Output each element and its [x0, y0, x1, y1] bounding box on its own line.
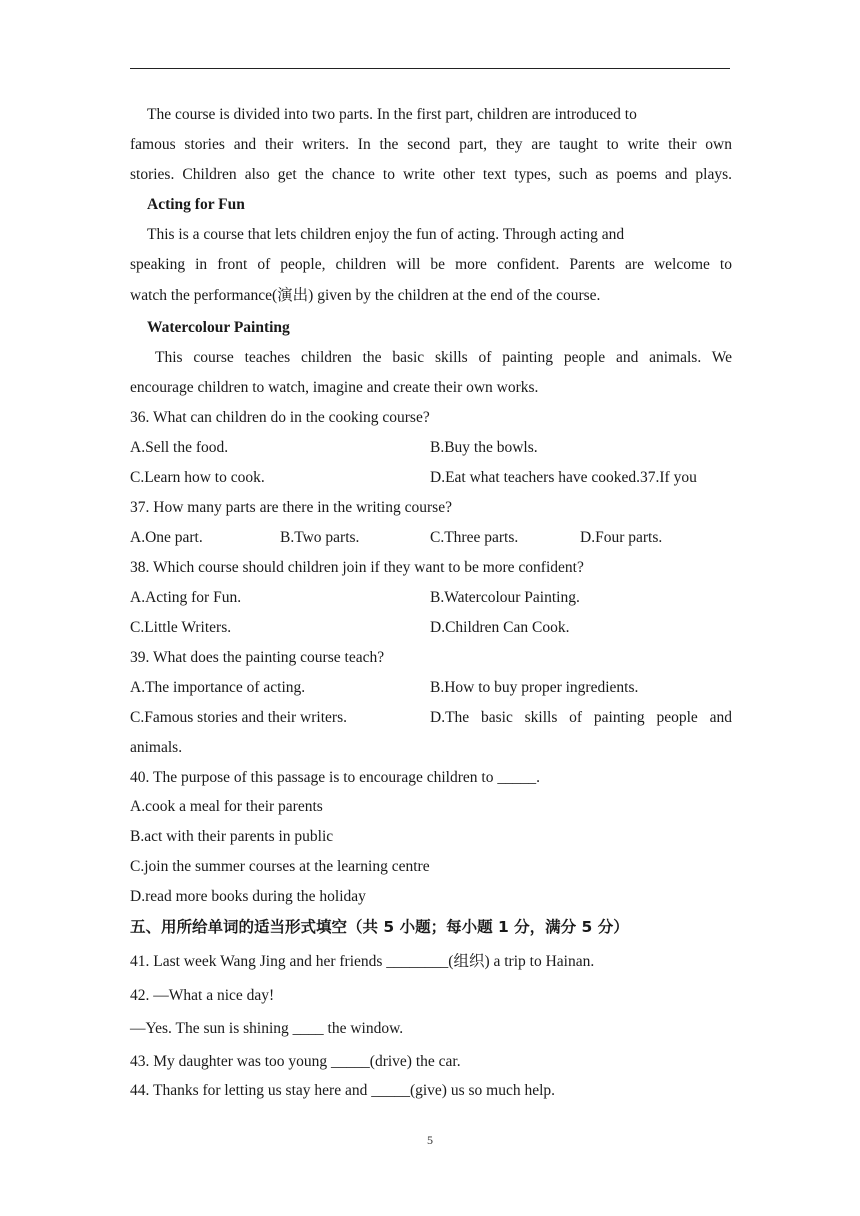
option-d-continued: animals. — [130, 739, 183, 756]
option-d: D.read more books during the holiday — [130, 888, 366, 905]
question-39: 39. What does the painting course teach? — [130, 649, 385, 666]
question-37: 37. How many parts are there in the writing course? — [130, 499, 452, 516]
header-rule — [130, 68, 730, 69]
question-36: 36. What can children do in the cooking course? — [130, 409, 430, 426]
option-d: D.Four parts. — [580, 529, 663, 546]
question-42: 42. —What a nice day! — [130, 987, 275, 1004]
option-a: A.Sell the food. — [130, 439, 229, 456]
option-a: A.One part. — [130, 529, 203, 546]
question-43: 43. My daughter was too young _____(drive) the car. — [130, 1053, 461, 1070]
question-44: 44. Thanks for letting us stay here and _____(give) us so much help. — [130, 1082, 556, 1099]
option-c: C.Learn how to cook. — [130, 469, 265, 486]
option-c: C.Three parts. — [430, 529, 519, 546]
option-c: C.Famous stories and their writers. — [130, 709, 347, 726]
question-38: 38. Which course should children join if they want to be more confident? — [130, 559, 584, 576]
option-d: D.Children Can Cook. — [430, 619, 570, 636]
passage-line: encourage children to watch, imagine and create their own works. — [130, 379, 539, 396]
question-41: 41. Last week Wang Jing and her friends ________(组织) a trip to Hainan. — [130, 953, 595, 970]
passage-line: This is a course that lets children enjoy the fun of acting. Through acting and — [147, 226, 625, 243]
section-title: 五、用所给单词的适当形式填空（共 5 小题；每小题 1 分，满分 5 分） — [130, 918, 629, 936]
option-b: B.Buy the bowls. — [430, 439, 538, 456]
option-b: B.How to buy proper ingredients. — [430, 679, 639, 696]
option-a: A.Acting for Fun. — [130, 589, 242, 606]
passage-line: stories. Children also get the chance to write other text types, such as poems and plays. — [130, 166, 732, 183]
question-40: 40. The purpose of this passage is to encourage children to _____. — [130, 769, 540, 786]
heading-painting: Watercolour Painting — [147, 319, 290, 336]
passage-line: speaking in front of people, children will be more confident. Parents are welcome to — [130, 256, 732, 273]
question-42-reply: —Yes. The sun is shining ____ the window. — [130, 1020, 404, 1037]
option-c: C.join the summer courses at the learning centre — [130, 858, 430, 875]
passage-line: famous stories and their writers. In the second part, they are taught to write their own — [130, 136, 732, 153]
option-b: B.Watercolour Painting. — [430, 589, 580, 606]
passage-line: watch the performance(演出) given by the children at the end of the course. — [130, 287, 601, 304]
option-d: D.Eat what teachers have cooked.37.If you — [430, 469, 697, 486]
option-c: C.Little Writers. — [130, 619, 232, 636]
option-a: A.cook a meal for their parents — [130, 798, 323, 815]
option-b: B.act with their parents in public — [130, 828, 334, 845]
option-b: B.Two parts. — [280, 529, 360, 546]
page-number: 5 — [427, 1133, 433, 1147]
passage-line: The course is divided into two parts. In the first part, children are introduced to — [147, 106, 637, 123]
option-d: D.The basic skills of painting people and — [430, 709, 732, 726]
heading-acting: Acting for Fun — [147, 196, 245, 213]
passage-line: This course teaches children the basic skills of painting people and animals. We — [155, 349, 732, 366]
option-a: A.The importance of acting. — [130, 679, 306, 696]
